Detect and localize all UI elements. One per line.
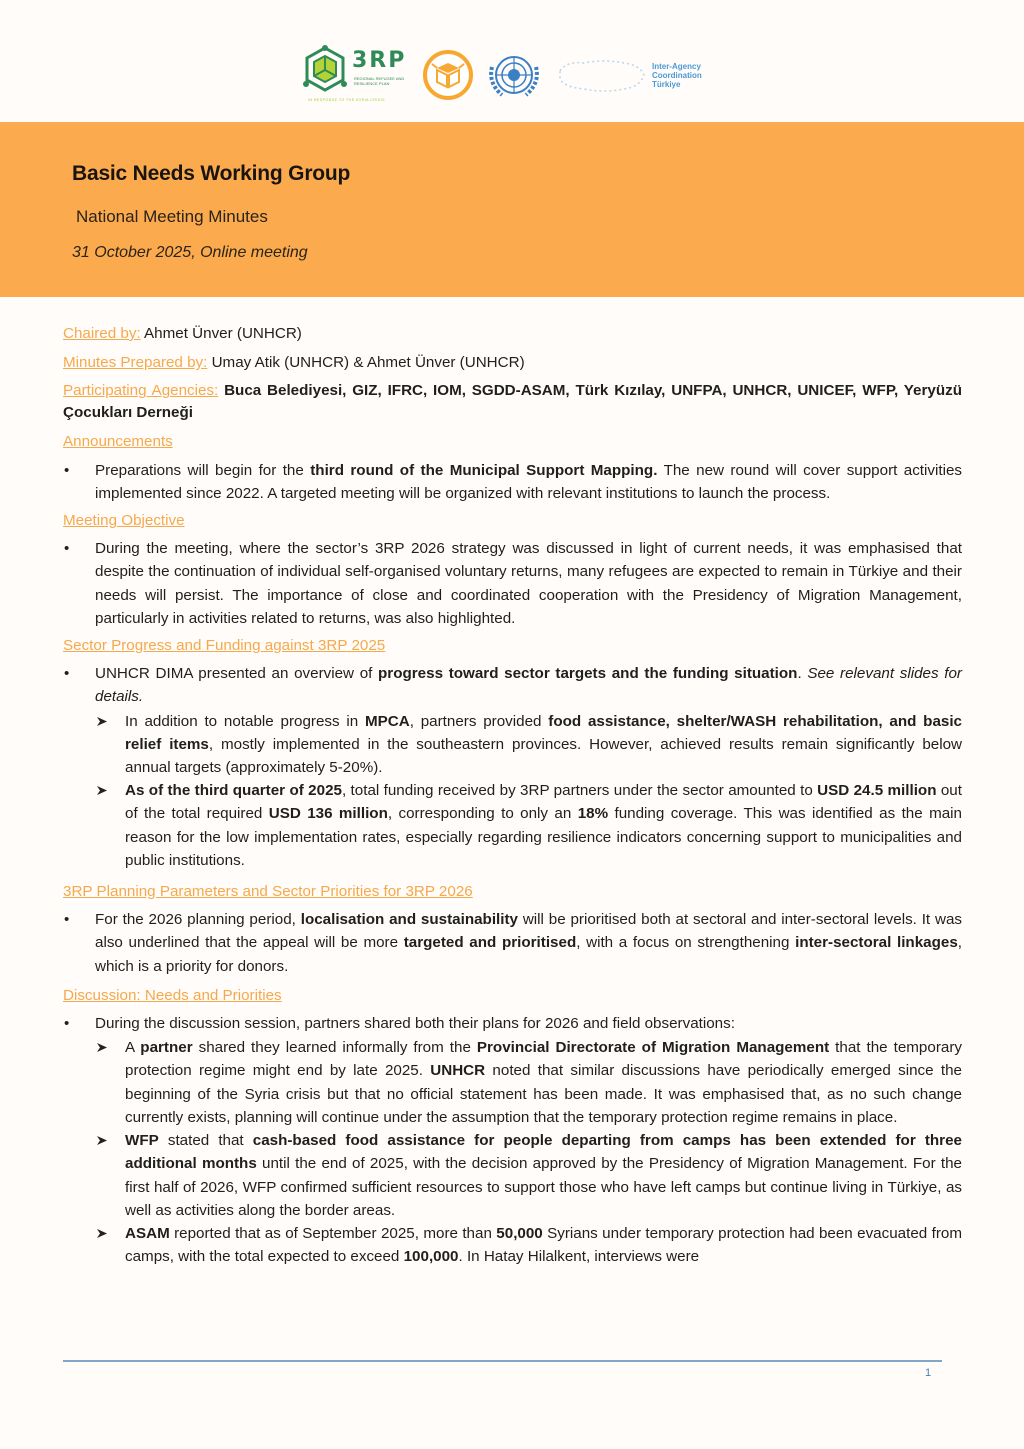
objective-list <box>63 537 962 630</box>
header-logos <box>302 44 714 106</box>
chaired-by-label: Chaired by: <box>63 325 141 342</box>
un-emblem-icon <box>484 47 544 103</box>
arrow-bullet-icon <box>96 1135 108 1146</box>
arrow-bullet-icon <box>96 716 108 727</box>
3rp-wordmark: 3RP <box>352 48 407 73</box>
iac-logo-text: Inter-Agency Coordination Türkiye <box>652 61 702 89</box>
discussion-sublist <box>95 1036 962 1268</box>
prepared-by-label: Minutes Prepared by: <box>63 354 208 372</box>
agencies-value: Buca Belediyesi, GIZ, IFRC, IOM, SGDD-ASAM, Türk Kızılay, UNFPA, UNHCR, UNICEF, WFP, Yeryüzü Çocukları Derneği <box>63 382 963 422</box>
announcements-list <box>63 459 962 505</box>
3rp-logo <box>302 44 412 106</box>
meeting-date: 31 October 2025, Online meeting <box>72 244 308 261</box>
section-heading-discussion: Discussion: Needs and Priorities <box>63 986 282 1004</box>
prepared-by-value: Umay Atik (UNHCR) & Ahmet Ünver (UNHCR) <box>207 354 525 372</box>
document-subtitle: National Meeting Minutes <box>76 207 268 226</box>
section-heading-announcements: Announcements <box>63 433 173 451</box>
sub-list-item: A partner shared they learned informally from the Provincial Directorate of Migration Management that the temporary protection regime might end by late 2025. UNHCR noted that similar discussions have periodically emerged since the beginning of the Syria crisis but that no official statement has been made. It was emphasised that, as no such change currently exists, planning will continue under the assumption that the temporary protection regime remains in place. <box>95 1036 962 1129</box>
list-item: • During the meeting, where the sector’s 3RP 2026 strategy was discussed in light of current needs, it was emphasised that despite the continuation of individual self-organised voluntary returns, many refugees are expected to remain in Türkiye and their needs will persist. The importance of close and coordinated cooperation with the Presidency of Migration Management, particularly in activities related to returns, was also highlighted. <box>63 537 962 630</box>
list-item: • During the discussion session, partners shared both their plans for 2026 and field observations: A partner shared they learned informally from the Provincial Directorate of Migration Management that the temporary protection regime might end by late 2025. UNHCR noted that similar discussions have periodically emerged since the beginning of the Syria crisis but that no official statement has been made. It was emphasised that, as no such change currently exists, planning will continue under the assumption that the temporary protection regime remains in place. WFP stated that cash-based food assistance for people departing from camps has been extended for three additional months until the end of 2025, with the decision approved by the Presidency of Migration Management. For the first half of 2026, WFP confirmed sufficient resources to support those who have left camps but continue living in Türkiye, as well as activities along the border areas. ASAM reported that as of September 2025, more than 50,000 Syrians under temporary protection had been evacuated from camps, with the total expected to exceed 100,000. In Hatay Hilalkent, interviews were <box>63 1012 962 1268</box>
participating-agencies <box>63 380 962 424</box>
sub-list-item: As of the third quarter of 2025, total funding received by 3RP partners under the sector amounted to USD 24.5 million out of the total required USD 136 million, corresponding to only an 18% funding coverage. This was identified as the main reason for the low implementation rates, especially regarding resilience indicators concerning support to municipalities and public institutions. <box>95 779 962 872</box>
list-item: • For the 2026 planning period, localisation and sustainability will be prioritised both at sectoral and inter-sectoral levels. It was also underlined that the appeal will be more targeted and prioritised, with a focus on strengthening inter-sectoral linkages, which is a priority for donors. <box>63 908 962 978</box>
planning-list <box>63 908 962 978</box>
sub-list-item: ASAM reported that as of September 2025, more than 50,000 Syrians under temporary protection had been evacuated from camps, with the total expected to exceed 100,000. In Hatay Hilalkent, interviews were <box>95 1222 962 1268</box>
progress-list <box>63 662 962 872</box>
arrow-bullet-icon <box>96 785 108 796</box>
3rp-subtitle: REGIONAL REFUGEE AND RESILIENCE PLAN <box>354 76 405 86</box>
progress-sublist <box>95 710 962 872</box>
section-heading-planning-parameters: 3RP Planning Parameters and Sector Priorities for 3RP 2026 <box>63 883 473 901</box>
sub-list-item: WFP stated that cash-based food assistance for people departing from camps has been extended for three additional months until the end of 2025, with the decision approved by the Presidency of Migration Management. For the first half of 2026, WFP confirmed sufficient resources to support those who have left camps but continue living in Türkiye, as well as activities along the border areas. <box>95 1129 962 1222</box>
inter-agency-coordination-logo <box>554 50 714 100</box>
3rp-tagline: IN RESPONSE TO THE SYRIA CRISIS <box>308 98 385 102</box>
turkiye-map-icon <box>554 53 650 97</box>
discussion-list <box>63 1012 962 1268</box>
list-item: • Preparations will begin for the third round of the Municipal Support Mapping. The new round will cover support activities implemented since 2022. A targeted meeting will be organized with relevant institutions to launch the process. <box>63 459 962 505</box>
footer-divider <box>63 1360 942 1362</box>
document-title: Basic Needs Working Group <box>72 162 351 185</box>
chaired-by <box>63 322 962 345</box>
3rp-emblem-icon <box>302 44 348 94</box>
basic-needs-box-icon <box>422 49 474 101</box>
document-body <box>63 322 962 1270</box>
chaired-by-value: Ahmet Ünver (UNHCR) <box>140 325 302 342</box>
list-item: • UNHCR DIMA presented an overview of progress toward sector targets and the funding situation. See relevant slides for details. In addition to notable progress in MPCA, partners provided food assistance, shelter/WASH rehabilitation, and basic relief items, mostly implemented in the southeastern provinces. However, achieved results remain significantly below annual targets (approximately 5-20%). As of the third quarter of 2025, total funding received by 3RP partners under the sector amounted to USD 24.5 million out of the total required USD 136 million, corresponding to only an 18% funding coverage. This was identified as the main reason for the low implementation rates, especially regarding resilience indicators concerning support to municipalities and public institutions. <box>63 662 962 872</box>
arrow-bullet-icon <box>96 1042 108 1053</box>
title-banner <box>0 122 1024 297</box>
agencies-label: Participating Agencies: <box>63 382 219 400</box>
sub-list-item: In addition to notable progress in MPCA, partners provided food assistance, shelter/WASH rehabilitation, and basic relief items, mostly implemented in the southeastern provinces. However, achieved results remain significantly below annual targets (approximately 5-20%). <box>95 710 962 780</box>
page-number: 1 <box>925 1367 932 1379</box>
minutes-prepared-by <box>63 351 962 374</box>
arrow-bullet-icon <box>96 1228 108 1239</box>
section-heading-meeting-objective: Meeting Objective <box>63 512 185 530</box>
section-heading-sector-progress: Sector Progress and Funding against 3RP 2025 <box>63 637 386 655</box>
